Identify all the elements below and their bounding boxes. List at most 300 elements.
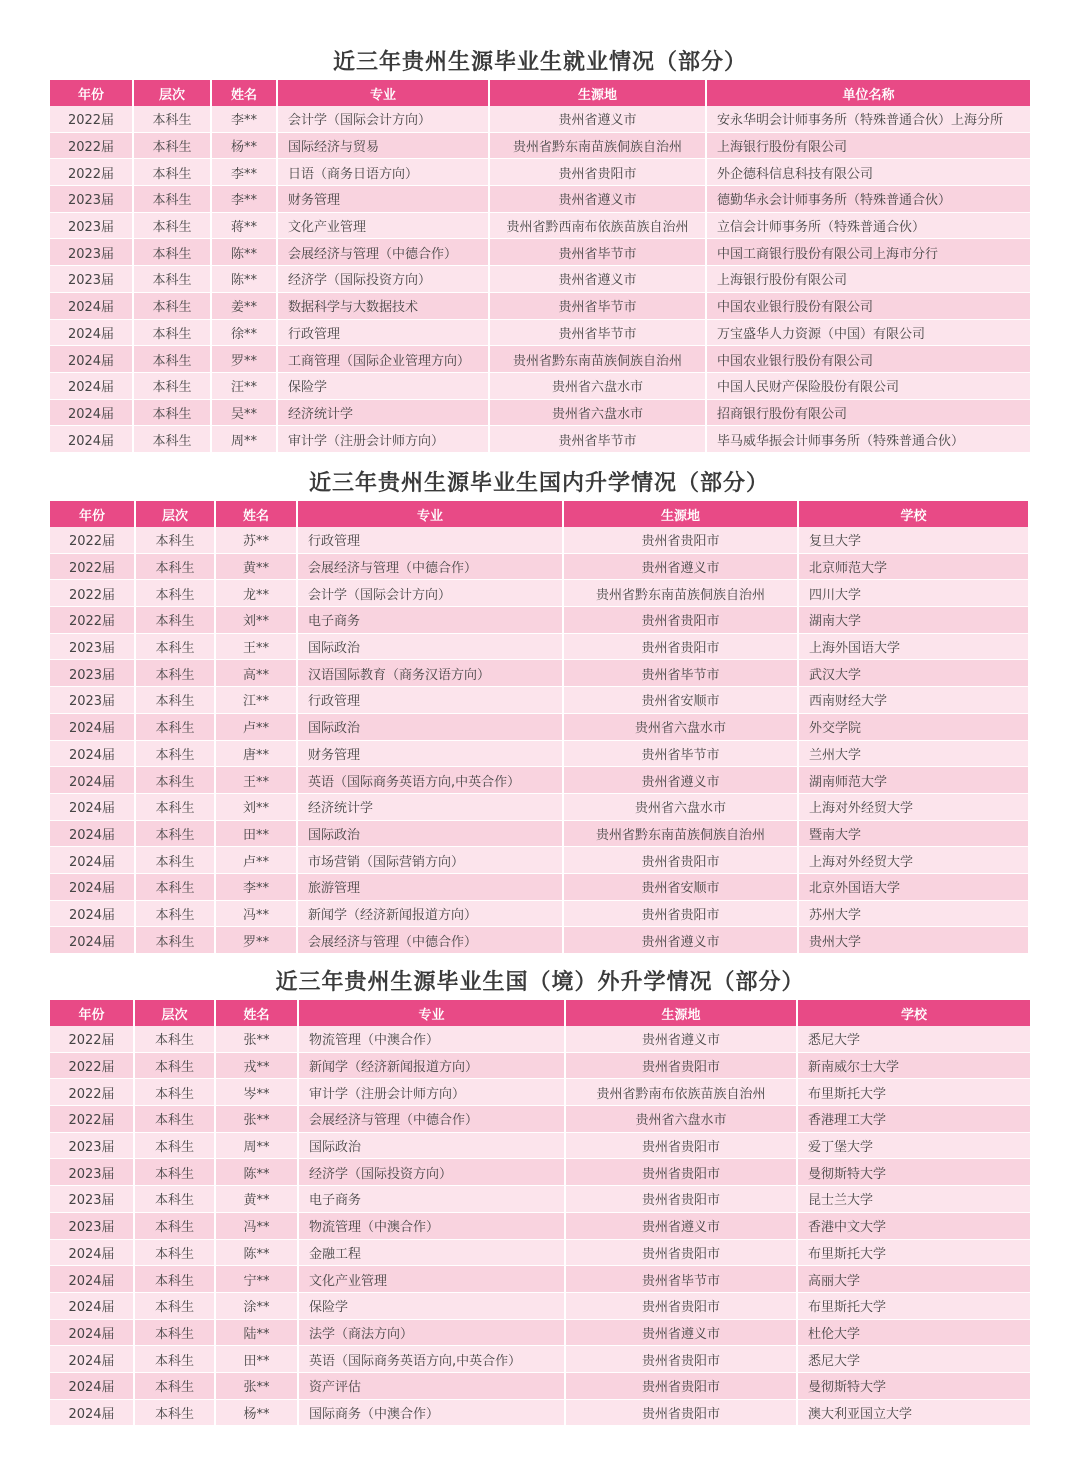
abroad-section	[50, 966, 1030, 1426]
major-cell: 物流管理（中澳合作）	[298, 1212, 565, 1239]
destination-cell: 香港理工大学	[797, 1106, 1030, 1133]
table-row	[50, 239, 1030, 266]
year-cell: 2024届	[50, 927, 135, 954]
year-cell: 2023届	[50, 212, 133, 239]
year-cell: 2023届	[50, 186, 133, 213]
major-cell: 汉语国际教育（商务汉语方向）	[297, 660, 563, 687]
name-cell: 陆**	[215, 1319, 298, 1346]
origin-cell: 贵州省贵阳市	[565, 1132, 797, 1159]
column-header: 层次	[135, 501, 215, 527]
level-cell: 本科生	[133, 399, 211, 426]
level-cell: 本科生	[135, 793, 215, 820]
destination-cell: 上海对外经贸大学	[798, 793, 1028, 820]
origin-cell: 贵州省贵阳市	[563, 607, 798, 634]
table-row	[50, 847, 1028, 874]
column-header: 生源地	[489, 80, 706, 106]
year-cell: 2022届	[50, 527, 135, 553]
major-cell: 经济统计学	[297, 793, 563, 820]
origin-cell: 贵州省贵阳市	[563, 847, 798, 874]
destination-cell: 香港中文大学	[797, 1212, 1030, 1239]
destination-cell: 悉尼大学	[797, 1026, 1030, 1052]
major-cell: 新闻学（经济新闻报道方向）	[298, 1052, 565, 1079]
destination-cell: 湖南大学	[798, 607, 1028, 634]
table-row	[50, 1052, 1030, 1079]
level-cell: 本科生	[134, 1266, 215, 1293]
destination-cell: 上海对外经贸大学	[798, 847, 1028, 874]
major-cell: 经济学（国际投资方向）	[298, 1159, 565, 1186]
name-cell: 张**	[215, 1026, 298, 1052]
name-cell: 高**	[215, 660, 297, 687]
origin-cell: 贵州省黔东南苗族侗族自治州	[489, 346, 706, 373]
name-cell: 汪**	[211, 372, 277, 399]
column-header: 年份	[50, 1000, 134, 1026]
level-cell: 本科生	[134, 1292, 215, 1319]
origin-cell: 贵州省六盘水市	[563, 793, 798, 820]
major-cell: 经济学（国际投资方向）	[277, 266, 489, 293]
year-cell: 2024届	[50, 793, 135, 820]
destination-cell: 兰州大学	[798, 740, 1028, 767]
level-cell: 本科生	[135, 900, 215, 927]
year-cell: 2024届	[50, 292, 133, 319]
year-cell: 2023届	[50, 1212, 134, 1239]
origin-cell: 贵州省黔东南苗族侗族自治州	[489, 132, 706, 159]
origin-cell: 贵州省安顺市	[563, 873, 798, 900]
destination-cell: 杜伦大学	[797, 1319, 1030, 1346]
name-cell: 唐**	[215, 740, 297, 767]
table-row	[50, 793, 1028, 820]
origin-cell: 贵州省遵义市	[565, 1319, 797, 1346]
column-header: 专业	[277, 80, 489, 106]
destination-cell: 布里斯托大学	[797, 1079, 1030, 1106]
name-cell: 周**	[215, 1132, 298, 1159]
destination-cell: 北京外国语大学	[798, 873, 1028, 900]
name-cell: 李**	[211, 106, 277, 132]
table-row	[50, 1212, 1030, 1239]
level-cell: 本科生	[135, 767, 215, 794]
name-cell: 张**	[215, 1106, 298, 1133]
level-cell: 本科生	[135, 527, 215, 553]
destination-cell: 昆士兰大学	[797, 1186, 1030, 1213]
name-cell: 岑**	[215, 1079, 298, 1106]
major-cell: 审计学（注册会计师方向）	[277, 426, 489, 453]
major-cell: 行政管理	[277, 319, 489, 346]
major-cell: 行政管理	[297, 687, 563, 714]
year-cell: 2024届	[50, 873, 135, 900]
employment-title: 近三年贵州生源毕业生就业情况（部分）	[332, 50, 747, 75]
level-cell: 本科生	[135, 607, 215, 634]
major-cell: 保险学	[277, 372, 489, 399]
table-row	[50, 1186, 1030, 1213]
origin-cell: 贵州省黔东南苗族侗族自治州	[563, 580, 798, 607]
name-cell: 李**	[211, 159, 277, 186]
level-cell: 本科生	[135, 660, 215, 687]
major-cell: 新闻学（经济新闻报道方向）	[297, 900, 563, 927]
destination-cell: 暨南大学	[798, 820, 1028, 847]
destination-cell: 悉尼大学	[797, 1346, 1030, 1373]
origin-cell: 贵州省六盘水市	[565, 1106, 797, 1133]
table-row	[50, 426, 1030, 453]
year-cell: 2024届	[50, 372, 133, 399]
destination-cell: 北京师范大学	[798, 553, 1028, 580]
origin-cell: 贵州省遵义市	[489, 186, 706, 213]
major-cell: 数据科学与大数据技术	[277, 292, 489, 319]
destination-cell: 上海外国语大学	[798, 633, 1028, 660]
name-cell: 冯**	[215, 900, 297, 927]
column-header: 姓名	[215, 1000, 298, 1026]
employment-section	[50, 46, 1030, 453]
destination-cell: 曼彻斯特大学	[797, 1372, 1030, 1399]
name-cell: 罗**	[215, 927, 297, 954]
year-cell: 2023届	[50, 660, 135, 687]
year-cell: 2022届	[50, 1026, 134, 1052]
destination-cell: 外交学院	[798, 713, 1028, 740]
level-cell: 本科生	[135, 553, 215, 580]
level-cell: 本科生	[134, 1052, 215, 1079]
origin-cell: 贵州省遵义市	[563, 927, 798, 954]
origin-cell: 贵州省贵阳市	[563, 900, 798, 927]
column-header: 学校	[797, 1000, 1030, 1026]
origin-cell: 贵州省遵义市	[489, 106, 706, 132]
table-row	[50, 900, 1028, 927]
level-cell: 本科生	[135, 873, 215, 900]
table-row	[50, 713, 1028, 740]
destination-cell: 布里斯托大学	[797, 1239, 1030, 1266]
major-cell: 经济统计学	[277, 399, 489, 426]
table-row	[50, 873, 1028, 900]
origin-cell: 贵州省毕节市	[489, 292, 706, 319]
year-cell: 2022届	[50, 553, 135, 580]
table-row	[50, 106, 1030, 132]
year-cell: 2022届	[50, 1106, 134, 1133]
year-cell: 2022届	[50, 106, 133, 132]
level-cell: 本科生	[135, 713, 215, 740]
table-row	[50, 1346, 1030, 1373]
major-cell: 国际政治	[297, 820, 563, 847]
year-cell: 2024届	[50, 399, 133, 426]
major-cell: 英语（国际商务英语方向,中英合作）	[297, 767, 563, 794]
name-cell: 苏**	[215, 527, 297, 553]
column-header: 单位名称	[706, 80, 1030, 106]
year-cell: 2024届	[50, 847, 135, 874]
origin-cell: 贵州省贵阳市	[565, 1159, 797, 1186]
origin-cell: 贵州省贵阳市	[563, 633, 798, 660]
major-cell: 旅游管理	[297, 873, 563, 900]
level-cell: 本科生	[133, 346, 211, 373]
level-cell: 本科生	[135, 740, 215, 767]
table-row	[50, 372, 1030, 399]
column-header: 姓名	[215, 501, 297, 527]
level-cell: 本科生	[135, 687, 215, 714]
name-cell: 卢**	[215, 713, 297, 740]
year-cell: 2024届	[50, 1266, 134, 1293]
level-cell: 本科生	[134, 1319, 215, 1346]
table-row	[50, 1239, 1030, 1266]
major-cell: 会展经济与管理（中德合作）	[298, 1106, 565, 1133]
column-header: 专业	[297, 501, 563, 527]
table-row	[50, 607, 1028, 634]
level-cell: 本科生	[135, 927, 215, 954]
name-cell: 冯**	[215, 1212, 298, 1239]
year-cell: 2024届	[50, 820, 135, 847]
level-cell: 本科生	[133, 132, 211, 159]
major-cell: 文化产业管理	[277, 212, 489, 239]
major-cell: 国际政治	[298, 1132, 565, 1159]
destination-cell: 立信会计师事务所（特殊普通合伙）	[706, 212, 1030, 239]
origin-cell: 贵州省贵阳市	[563, 527, 798, 553]
column-header: 年份	[50, 501, 135, 527]
table-row	[50, 1372, 1030, 1399]
year-cell: 2022届	[50, 1079, 134, 1106]
table-row	[50, 186, 1030, 213]
table-row	[50, 1132, 1030, 1159]
level-cell: 本科生	[135, 820, 215, 847]
year-cell: 2022届	[50, 1052, 134, 1079]
destination-cell: 苏州大学	[798, 900, 1028, 927]
table-row	[50, 740, 1028, 767]
level-cell: 本科生	[135, 847, 215, 874]
major-cell: 电子商务	[297, 607, 563, 634]
table-row	[50, 580, 1028, 607]
name-cell: 刘**	[215, 607, 297, 634]
destination-cell: 安永华明会计师事务所（特殊普通合伙）上海分所	[706, 106, 1030, 132]
level-cell: 本科生	[133, 239, 211, 266]
table-row	[50, 527, 1028, 553]
year-cell: 2024届	[50, 900, 135, 927]
name-cell: 卢**	[215, 847, 297, 874]
year-cell: 2024届	[50, 1372, 134, 1399]
name-cell: 姜**	[211, 292, 277, 319]
name-cell: 王**	[215, 633, 297, 660]
major-cell: 电子商务	[298, 1186, 565, 1213]
table-row	[50, 399, 1030, 426]
level-cell: 本科生	[134, 1186, 215, 1213]
year-cell: 2024届	[50, 1319, 134, 1346]
origin-cell: 贵州省贵阳市	[565, 1399, 797, 1426]
origin-cell: 贵州省贵阳市	[565, 1372, 797, 1399]
destination-cell: 西南财经大学	[798, 687, 1028, 714]
level-cell: 本科生	[133, 372, 211, 399]
origin-cell: 贵州省毕节市	[489, 426, 706, 453]
table-row	[50, 660, 1028, 687]
name-cell: 刘**	[215, 793, 297, 820]
major-cell: 财务管理	[297, 740, 563, 767]
name-cell: 涂**	[215, 1292, 298, 1319]
destination-cell: 中国工商银行股份有限公司上海市分行	[706, 239, 1030, 266]
origin-cell: 贵州省六盘水市	[489, 372, 706, 399]
year-cell: 2023届	[50, 1159, 134, 1186]
origin-cell: 贵州省毕节市	[489, 239, 706, 266]
origin-cell: 贵州省遵义市	[563, 553, 798, 580]
origin-cell: 贵州省毕节市	[563, 740, 798, 767]
level-cell: 本科生	[133, 292, 211, 319]
destination-cell: 湖南师范大学	[798, 767, 1028, 794]
origin-cell: 贵州省贵阳市	[565, 1052, 797, 1079]
level-cell: 本科生	[134, 1346, 215, 1373]
name-cell: 杨**	[211, 132, 277, 159]
origin-cell: 贵州省安顺市	[563, 687, 798, 714]
major-cell: 日语（商务日语方向）	[277, 159, 489, 186]
major-cell: 物流管理（中澳合作）	[298, 1026, 565, 1052]
level-cell: 本科生	[134, 1079, 215, 1106]
name-cell: 陈**	[211, 266, 277, 293]
column-header: 生源地	[563, 501, 798, 527]
name-cell: 陈**	[215, 1239, 298, 1266]
year-cell: 2023届	[50, 1132, 134, 1159]
destination-cell: 贵州大学	[798, 927, 1028, 954]
table-row	[50, 1106, 1030, 1133]
level-cell: 本科生	[134, 1106, 215, 1133]
destination-cell: 毕马威华振会计师事务所（特殊普通合伙）	[706, 426, 1030, 453]
column-header: 生源地	[565, 1000, 797, 1026]
name-cell: 杨**	[215, 1399, 298, 1426]
abroad-table	[50, 1000, 1030, 1426]
name-cell: 江**	[215, 687, 297, 714]
origin-cell: 贵州省黔西南布依族苗族自治州	[489, 212, 706, 239]
major-cell: 会计学（国际会计方向）	[277, 106, 489, 132]
name-cell: 周**	[211, 426, 277, 453]
major-cell: 工商管理（国际企业管理方向）	[277, 346, 489, 373]
year-cell: 2024届	[50, 426, 133, 453]
origin-cell: 贵州省六盘水市	[489, 399, 706, 426]
major-cell: 行政管理	[297, 527, 563, 553]
origin-cell: 贵州省贵阳市	[565, 1186, 797, 1213]
major-cell: 国际商务（中澳合作）	[298, 1399, 565, 1426]
name-cell: 蒋**	[211, 212, 277, 239]
level-cell: 本科生	[134, 1372, 215, 1399]
table-row	[50, 633, 1028, 660]
origin-cell: 贵州省毕节市	[489, 319, 706, 346]
destination-cell: 中国农业银行股份有限公司	[706, 292, 1030, 319]
year-cell: 2022届	[50, 580, 135, 607]
year-cell: 2024届	[50, 1346, 134, 1373]
name-cell: 吴**	[211, 399, 277, 426]
major-cell: 国际政治	[297, 713, 563, 740]
table-row	[50, 292, 1030, 319]
destination-cell: 新南威尔士大学	[797, 1052, 1030, 1079]
destination-cell: 招商银行股份有限公司	[706, 399, 1030, 426]
year-cell: 2024届	[50, 1399, 134, 1426]
column-header: 层次	[134, 1000, 215, 1026]
origin-cell: 贵州省六盘水市	[563, 713, 798, 740]
year-cell: 2024届	[50, 346, 133, 373]
table-row	[50, 1399, 1030, 1426]
table-row	[50, 1159, 1030, 1186]
table-row	[50, 319, 1030, 346]
major-cell: 英语（国际商务英语方向,中英合作）	[298, 1346, 565, 1373]
abroad-title: 近三年贵州生源毕业生国（境）外升学情况（部分）	[275, 970, 805, 995]
year-cell: 2024届	[50, 1292, 134, 1319]
table-row	[50, 687, 1028, 714]
name-cell: 龙**	[215, 580, 297, 607]
table-row	[50, 927, 1028, 954]
major-cell: 文化产业管理	[298, 1266, 565, 1293]
origin-cell: 贵州省遵义市	[563, 767, 798, 794]
destination-cell: 中国人民财产保险股份有限公司	[706, 372, 1030, 399]
table-row	[50, 820, 1028, 847]
table-row	[50, 1079, 1030, 1106]
name-cell: 李**	[215, 873, 297, 900]
major-cell: 金融工程	[298, 1239, 565, 1266]
level-cell: 本科生	[134, 1026, 215, 1052]
name-cell: 田**	[215, 1346, 298, 1373]
column-header: 层次	[133, 80, 211, 106]
name-cell: 徐**	[211, 319, 277, 346]
domestic-table	[50, 501, 1028, 954]
column-header: 专业	[298, 1000, 565, 1026]
origin-cell: 贵州省遵义市	[489, 266, 706, 293]
level-cell: 本科生	[133, 212, 211, 239]
level-cell: 本科生	[133, 319, 211, 346]
year-cell: 2022届	[50, 159, 133, 186]
year-cell: 2024届	[50, 1239, 134, 1266]
destination-cell: 武汉大学	[798, 660, 1028, 687]
year-cell: 2024届	[50, 713, 135, 740]
major-cell: 法学（商法方向）	[298, 1319, 565, 1346]
year-cell: 2024届	[50, 319, 133, 346]
level-cell: 本科生	[135, 580, 215, 607]
destination-cell: 四川大学	[798, 580, 1028, 607]
level-cell: 本科生	[134, 1159, 215, 1186]
origin-cell: 贵州省贵阳市	[489, 159, 706, 186]
destination-cell: 曼彻斯特大学	[797, 1159, 1030, 1186]
level-cell: 本科生	[134, 1212, 215, 1239]
origin-cell: 贵州省黔东南苗族侗族自治州	[563, 820, 798, 847]
year-cell: 2024届	[50, 740, 135, 767]
origin-cell: 贵州省遵义市	[565, 1212, 797, 1239]
major-cell: 国际政治	[297, 633, 563, 660]
table-row	[50, 212, 1030, 239]
level-cell: 本科生	[134, 1399, 215, 1426]
major-cell: 会展经济与管理（中德合作）	[277, 239, 489, 266]
name-cell: 陈**	[211, 239, 277, 266]
name-cell: 戎**	[215, 1052, 298, 1079]
name-cell: 张**	[215, 1372, 298, 1399]
level-cell: 本科生	[134, 1132, 215, 1159]
name-cell: 陈**	[215, 1159, 298, 1186]
level-cell: 本科生	[133, 159, 211, 186]
major-cell: 资产评估	[298, 1372, 565, 1399]
table-row	[50, 1319, 1030, 1346]
level-cell: 本科生	[133, 266, 211, 293]
table-row	[50, 1266, 1030, 1293]
destination-cell: 德勤华永会计师事务所（特殊普通合伙）	[706, 186, 1030, 213]
table-row	[50, 767, 1028, 794]
origin-cell: 贵州省贵阳市	[565, 1346, 797, 1373]
year-cell: 2022届	[50, 607, 135, 634]
destination-cell: 高丽大学	[797, 1266, 1030, 1293]
year-cell: 2023届	[50, 633, 135, 660]
domestic-section	[50, 467, 1028, 954]
name-cell: 王**	[215, 767, 297, 794]
major-cell: 国际经济与贸易	[277, 132, 489, 159]
table-row	[50, 1292, 1030, 1319]
major-cell: 财务管理	[277, 186, 489, 213]
level-cell: 本科生	[135, 633, 215, 660]
major-cell: 保险学	[298, 1292, 565, 1319]
table-row	[50, 346, 1030, 373]
table-row	[50, 132, 1030, 159]
table-row	[50, 266, 1030, 293]
origin-cell: 贵州省黔南布依族苗族自治州	[565, 1079, 797, 1106]
table-row	[50, 159, 1030, 186]
destination-cell: 上海银行股份有限公司	[706, 266, 1030, 293]
destination-cell: 上海银行股份有限公司	[706, 132, 1030, 159]
table-row	[50, 1026, 1030, 1052]
destination-cell: 复旦大学	[798, 527, 1028, 553]
employment-table	[50, 80, 1030, 453]
major-cell: 会展经济与管理（中德合作）	[297, 553, 563, 580]
major-cell: 审计学（注册会计师方向）	[298, 1079, 565, 1106]
